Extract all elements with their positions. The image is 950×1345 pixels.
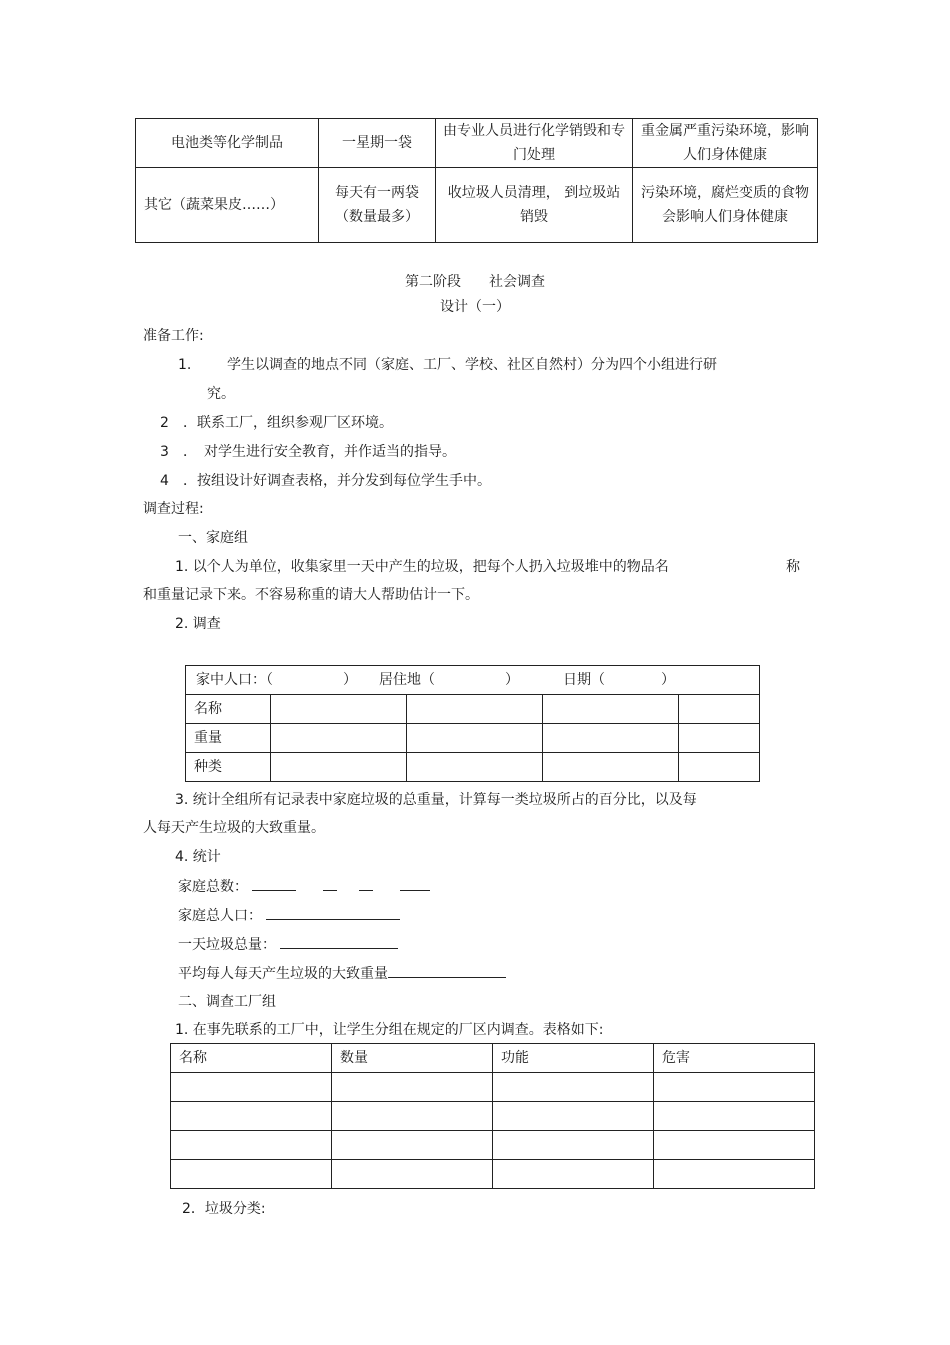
household-item-4: 4. 统计 bbox=[175, 849, 221, 865]
prep-item-3-text: ． 对学生进行安全教育，并作适当的指导。 bbox=[183, 444, 456, 460]
table-cell: 由专业人员进行化学销毁和专门处理 bbox=[436, 119, 633, 168]
stat-daily-total bbox=[178, 934, 398, 955]
waste-type-table bbox=[135, 118, 818, 243]
table-cell: 一星期一袋 bbox=[319, 119, 436, 168]
table-cell[interactable] bbox=[654, 1102, 815, 1131]
table-cell[interactable] bbox=[543, 753, 679, 782]
column-header: 数量 bbox=[332, 1044, 493, 1073]
table-cell: 电池类等化学制品 bbox=[136, 119, 319, 168]
table-cell[interactable] bbox=[171, 1131, 332, 1160]
table-cell[interactable] bbox=[654, 1160, 815, 1189]
blank-line[interactable] bbox=[280, 934, 398, 949]
stat-households bbox=[178, 876, 430, 897]
table-row bbox=[171, 1073, 815, 1102]
process-heading: 调查过程: bbox=[143, 501, 204, 517]
factory-item-1: 1. 在事先联系的工厂中，让学生分组在规定的厂区内调查。表格如下: bbox=[175, 1022, 604, 1038]
blank-line[interactable] bbox=[323, 876, 337, 891]
table-cell[interactable] bbox=[679, 753, 760, 782]
blank-line[interactable] bbox=[388, 963, 506, 978]
table-cell[interactable] bbox=[543, 695, 679, 724]
stat-average bbox=[178, 963, 506, 984]
table-cell[interactable] bbox=[493, 1160, 654, 1189]
row-label: 名称 bbox=[186, 695, 271, 724]
residence-field: 居住地（ ） bbox=[379, 672, 519, 688]
factory-group-heading: 二、调查工厂组 bbox=[178, 994, 276, 1010]
table-cell[interactable] bbox=[407, 724, 543, 753]
prep-item-1-number: 1. bbox=[178, 357, 192, 373]
blank-line[interactable] bbox=[359, 876, 373, 891]
date-field: 日期（ ） bbox=[563, 672, 675, 688]
prep-item-4-text: ．按组设计好调查表格，并分发到每位学生手中。 bbox=[183, 473, 491, 489]
stat-daily-total-label: 一天垃圾总量： bbox=[178, 937, 276, 953]
blank-line[interactable] bbox=[400, 876, 430, 891]
stat-population-label: 家庭总人口： bbox=[178, 908, 262, 924]
table-cell[interactable] bbox=[407, 695, 543, 724]
column-header: 功能 bbox=[493, 1044, 654, 1073]
table-row bbox=[186, 695, 760, 724]
table-cell[interactable] bbox=[679, 724, 760, 753]
factory-survey-table bbox=[170, 1043, 815, 1189]
row-label: 重量 bbox=[186, 724, 271, 753]
household-item-3-line-1: 3. 统计全组所有记录表中家庭垃圾的总重量，计算每一类垃圾所占的百分比，以及每 bbox=[175, 792, 697, 808]
household-item-2: 2. 调查 bbox=[175, 616, 221, 632]
table-cell: 收垃圾人员清理， 到垃圾站销毁 bbox=[436, 168, 633, 243]
prep-item-1-text: 学生以调查的地点不同（家庭、工厂、学校、社区自然村）分为四个小组进行研 bbox=[227, 357, 717, 373]
table-header-row bbox=[186, 666, 760, 695]
table-cell[interactable] bbox=[332, 1131, 493, 1160]
household-item-1-line-2: 和重量记录下来。不容易称重的请大人帮助估计一下。 bbox=[143, 587, 479, 603]
household-survey-table bbox=[185, 665, 760, 782]
table-cell[interactable] bbox=[654, 1131, 815, 1160]
population-field: 家中人口：（ ） bbox=[196, 672, 357, 688]
column-header: 名称 bbox=[171, 1044, 332, 1073]
prep-item-1-continuation: 究。 bbox=[207, 386, 235, 402]
household-item-3-line-2: 人每天产生垃圾的大致重量。 bbox=[143, 820, 325, 836]
table-row bbox=[136, 168, 818, 243]
design-title: 设计（一） bbox=[440, 299, 510, 315]
table-cell[interactable] bbox=[493, 1131, 654, 1160]
table-cell[interactable] bbox=[171, 1102, 332, 1131]
table-cell[interactable] bbox=[171, 1073, 332, 1102]
prep-item-3-number: 3 bbox=[160, 444, 169, 460]
table-cell: 污染环境，腐烂变质的食物会影响人们身体健康 bbox=[633, 168, 818, 243]
blank-line[interactable] bbox=[252, 876, 296, 891]
prep-item-4-number: 4 bbox=[160, 473, 169, 489]
table-cell[interactable] bbox=[271, 753, 407, 782]
table-cell: 重金属严重污染环境，影响人们身体健康 bbox=[633, 119, 818, 168]
table-cell: 每天有一两袋（数量最多） bbox=[319, 168, 436, 243]
table-row bbox=[171, 1131, 815, 1160]
table-cell[interactable] bbox=[493, 1102, 654, 1131]
table-cell[interactable] bbox=[332, 1102, 493, 1131]
table-row bbox=[186, 724, 760, 753]
table-cell[interactable] bbox=[332, 1073, 493, 1102]
blank-line[interactable] bbox=[266, 905, 400, 920]
table-row bbox=[186, 753, 760, 782]
column-header: 危害 bbox=[654, 1044, 815, 1073]
table-cell[interactable] bbox=[543, 724, 679, 753]
prep-item-2-number: 2 bbox=[160, 415, 169, 431]
household-group-heading: 一、家庭组 bbox=[178, 530, 248, 546]
table-header-row bbox=[171, 1044, 815, 1073]
prep-heading: 准备工作: bbox=[143, 328, 204, 344]
stat-average-label: 平均每人每天产生垃圾的大致重量 bbox=[178, 966, 388, 982]
table-cell: 其它（蔬菜果皮……） bbox=[136, 168, 319, 243]
stage-title: 第二阶段 社会调查 bbox=[405, 274, 545, 290]
table-row bbox=[171, 1102, 815, 1131]
prep-item-2-text: ．联系工厂，组织参观厂区环境。 bbox=[183, 415, 393, 431]
row-label: 种类 bbox=[186, 753, 271, 782]
factory-item-2: 2．垃圾分类: bbox=[182, 1201, 266, 1217]
table-cell[interactable] bbox=[332, 1160, 493, 1189]
table-cell[interactable] bbox=[654, 1073, 815, 1102]
household-item-1-line-1: 1. 以个人为单位，收集家里一天中产生的垃圾，把每个人扔入垃圾堆中的物品名 bbox=[175, 559, 669, 575]
stat-households-label: 家庭总数： bbox=[178, 879, 248, 895]
table-row bbox=[136, 119, 818, 168]
stat-population bbox=[178, 905, 400, 926]
table-cell[interactable] bbox=[407, 753, 543, 782]
table-cell[interactable] bbox=[271, 695, 407, 724]
table-row bbox=[171, 1160, 815, 1189]
table-cell[interactable] bbox=[271, 724, 407, 753]
household-item-1-tail: 称 bbox=[786, 559, 800, 575]
table-cell[interactable] bbox=[171, 1160, 332, 1189]
table-cell[interactable] bbox=[679, 695, 760, 724]
table-cell[interactable] bbox=[493, 1073, 654, 1102]
